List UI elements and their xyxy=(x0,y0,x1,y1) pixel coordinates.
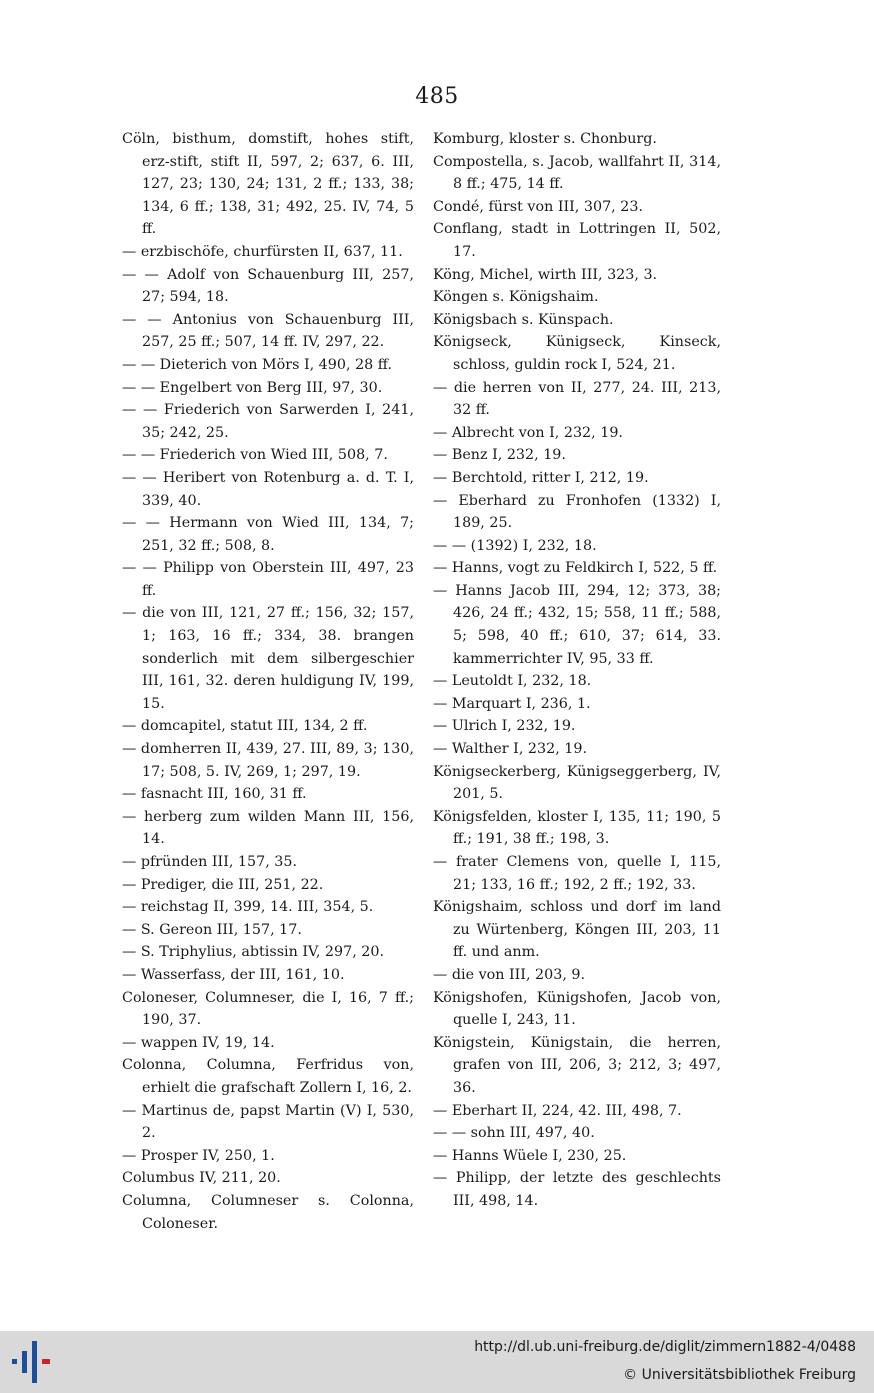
index-entry: Königshaim, schloss und dorf im land zu Würtenberg, Köngen III, 203, 11 ff. und anm. xyxy=(433,899,721,961)
index-entry: — Berchtold, ritter I, 212, 19. xyxy=(433,469,649,486)
index-entry: — — Friederich von Wied III, 508, 7. xyxy=(122,447,388,464)
index-entry: — — Antonius von Schauenburg III, 257, 25 ff.; 507, 14 ff. IV, 297, 22. xyxy=(122,311,414,351)
index-entry: — Martinus de, papst Martin (V) I, 530, 2. xyxy=(122,1102,414,1142)
index-entry: Königshofen, Künigshofen, Jacob von, quelle I, 243, 11. xyxy=(433,989,721,1029)
index-entry: — Wasserfass, der III, 161, 10. xyxy=(122,966,345,983)
index-entry: — S. Triphylius, abtissin IV, 297, 20. xyxy=(122,944,385,961)
index-entry: Columna, Columneser s. Colonna, Coloneser. xyxy=(122,1192,414,1232)
index-entry: — Benz I, 232, 19. xyxy=(433,447,566,464)
index-entry: — — Heribert von Rotenburg a. d. T. I, 339, 40. xyxy=(122,469,414,509)
index-entry: — Prosper IV, 250, 1. xyxy=(122,1147,275,1164)
index-entry: — erzbischöfe, churfürsten II, 637, 11. xyxy=(122,243,403,260)
index-entry: — — Friederich von Sarwerden I, 241, 35; 242, 25. xyxy=(122,402,414,441)
index-entry: Condé, fürst von III, 307, 23. xyxy=(433,198,643,215)
index-entry: — Hanns Jacob III, 294, 12; 373, 38; 426, 24 ff.; 432, 15; 558, 11 ff.; 588, 5; 598, 40 ff.; 610, 37; 614, 33. kammerrichter IV, 95, 33 ff. xyxy=(433,582,721,667)
index-entry: — wappen IV, 19, 14. xyxy=(122,1034,275,1051)
index-entry: Colonna, Columna, Ferfridus von, erhielt die grafschaft Zollern I, 16, 2. xyxy=(122,1057,414,1096)
index-entry: Compostella, s. Jacob, wallfahrt II, 314, 8 ff.; 475, 14 ff. xyxy=(433,153,721,193)
index-entry: — frater Clemens von, quelle I, 115, 21; 133, 16 ff.; 192, 2 ff.; 192, 33. xyxy=(433,854,721,893)
footer-url-link[interactable]: http://dl.ub.uni-freiburg.de/diglit/zimmern1882-4/0488 xyxy=(474,1339,856,1355)
index-entry: — Albrecht von I, 232, 19. xyxy=(433,424,623,441)
index-entry: Coloneser, Columneser, die I, 16, 7 ff.; 190, 37. xyxy=(122,989,414,1029)
index-entry: — fasnacht III, 160, 31 ff. xyxy=(122,786,307,803)
index-entry: Königstein, Künigstain, die herren, grafen von III, 206, 3; 212, 3; 497, 36. xyxy=(433,1034,721,1096)
index-entry: Königseckerberg, Künigseggerberg, IV, 201, 5. xyxy=(433,763,721,803)
index-entry: Königsbach s. Künspach. xyxy=(433,311,614,328)
index-entry: — Marquart I, 236, 1. xyxy=(433,695,591,712)
index-entry: Conflang, stadt in Lottringen II, 502, 17. xyxy=(433,221,721,260)
index-entry: — S. Gereon III, 157, 17. xyxy=(122,921,302,938)
index-entry: — — Dieterich von Mörs I, 490, 28 ff. xyxy=(122,356,392,373)
index-entry: — domherren II, 439, 27. III, 89, 3; 130, 17; 508, 5. IV, 269, 1; 297, 19. xyxy=(122,741,414,780)
index-entry: — Ulrich I, 232, 19. xyxy=(433,718,576,735)
index-entry: — pfründen III, 157, 35. xyxy=(122,854,298,870)
index-column-right xyxy=(433,128,721,1213)
index-entry: — — (1392) I, 232, 18. xyxy=(433,537,597,554)
index-entry: — Hanns, vogt zu Feldkirch I, 522, 5 ff. xyxy=(433,560,718,577)
index-entry: — Hanns Wüele I, 230, 25. xyxy=(433,1147,627,1164)
index-entry: — reichstag II, 399, 14. III, 354, 5. xyxy=(122,899,374,916)
index-entry: — Prediger, die III, 251, 22. xyxy=(122,876,324,893)
index-entry: Königsfelden, kloster I, 135, 11; 190, 5 ff.; 191, 38 ff.; 198, 3. xyxy=(433,808,721,848)
index-entry: — Walther I, 232, 19. xyxy=(433,741,588,758)
index-entry: — — Adolf von Schauenburg III, 257, 27; 594, 18. xyxy=(122,266,414,306)
library-logo-icon xyxy=(8,1339,56,1383)
index-column-left xyxy=(122,128,414,1235)
index-entry: — — Engelbert von Berg III, 97, 30. xyxy=(122,379,383,396)
index-entry: — — Philipp von Oberstein III, 497, 23 ff. xyxy=(122,560,414,599)
index-entry: — Eberhart II, 224, 42. III, 498, 7. xyxy=(433,1102,682,1119)
index-entry: — Eberhard zu Fronhofen (1332) I, 189, 25. xyxy=(433,492,721,532)
index-entry: Cöln, bisthum, domstift, hohes stift, erz-stift, stift II, 597, 2; 637, 6. III, 127, 23; 130, 24; 131, 2 ff.; 133, 38; 134, 6 ff.; 138, 31; 492, 25. IV, 74, 5 ff. xyxy=(122,131,414,238)
index-entry: — — sohn III, 497, 40. xyxy=(433,1125,595,1142)
index-entry: — — Hermann von Wied III, 134, 7; 251, 32 ff.; 508, 8. xyxy=(122,515,414,554)
index-entry: — Leutoldt I, 232, 18. xyxy=(433,673,592,690)
index-entry: — die herren von II, 277, 24. III, 213, 32 ff. xyxy=(433,379,721,419)
page-number: 485 xyxy=(415,84,459,109)
index-entry: Columbus IV, 211, 20. xyxy=(122,1170,281,1187)
index-entry: Köngen s. Königshaim. xyxy=(433,289,599,306)
footer-copyright: © Universitätsbibliothek Freiburg xyxy=(623,1367,856,1383)
index-entry: — domcapitel, statut III, 134, 2 ff. xyxy=(122,718,368,735)
footer-bar xyxy=(0,1331,874,1393)
index-entry: Komburg, kloster s. Chonburg. xyxy=(433,131,657,147)
index-entry: Königseck, Künigseck, Kinseck, schloss, guldin rock I, 524, 21. xyxy=(433,334,721,373)
index-entry: — die von III, 203, 9. xyxy=(433,966,586,983)
index-entry: — herberg zum wilden Mann III, 156, 14. xyxy=(122,808,414,848)
index-entry: Köng, Michel, wirth III, 323, 3. xyxy=(433,266,658,283)
index-entry: — die von III, 121, 27 ff.; 156, 32; 157, 1; 163, 16 ff.; 334, 38. brangen sonderlich mit dem silbergeschier III, 161, 32. deren huldigung IV, 199, 15. xyxy=(122,605,414,712)
index-entry: — Philipp, der letzte des geschlechts III, 498, 14. xyxy=(433,1170,721,1209)
